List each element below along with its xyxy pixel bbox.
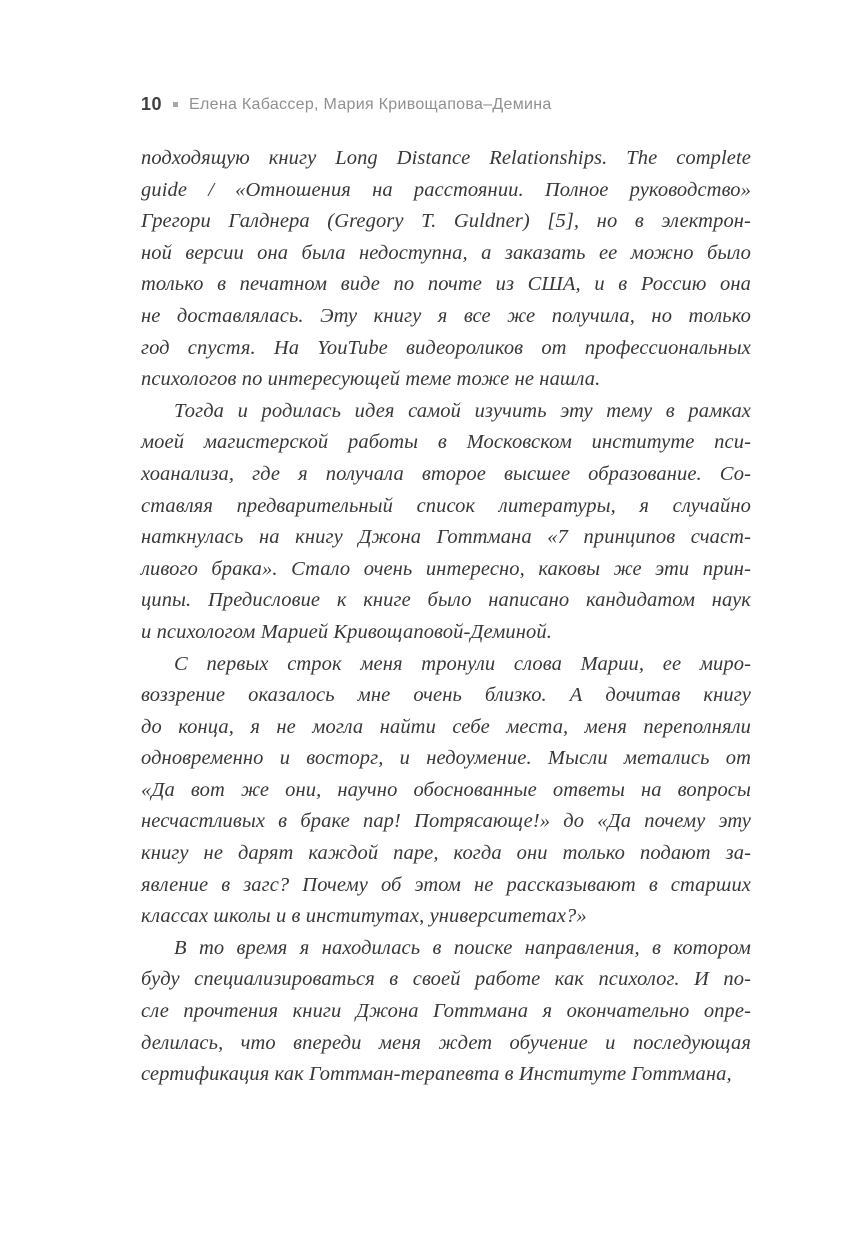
text-line: «Да вот же они, научно обоснованные ответы на вопросы bbox=[141, 778, 751, 801]
text-line: наткнулась на книгу Джона Готтмана «7 принципов счаст- bbox=[141, 526, 751, 549]
header-bullet-icon bbox=[173, 102, 178, 107]
page-header bbox=[141, 94, 552, 115]
text-line: ной версии она была недоступна, а заказать ее можно было bbox=[141, 241, 751, 264]
page-number: 10 bbox=[141, 94, 163, 114]
text-line: одновременно и восторг, и недоумение. Мысли метались от bbox=[141, 747, 751, 770]
text-line: только в печатном виде по почте из США, и в Россию она bbox=[141, 273, 751, 296]
text-line: ципы. Предисловие к книге было написано кандидатом наук bbox=[141, 589, 751, 612]
paragraph bbox=[141, 143, 751, 396]
text-line: до конца, я не могла найти себе места, меня переполняли bbox=[141, 715, 751, 738]
text-line: хоанализа, где я получала второе высшее образование. Со- bbox=[141, 462, 751, 485]
text-line: несчастливых в браке пар! Потрясающе!» до «Да почему эту bbox=[141, 810, 751, 833]
text-line: сле прочтения книги Джона Готтмана я окончательно опре- bbox=[141, 1000, 751, 1023]
text-line: буду специализироваться в своей работе как психолог. И по- bbox=[141, 968, 751, 991]
paragraph bbox=[141, 396, 751, 649]
text-line: не доставлялась. Эту книгу я все же получила, но только bbox=[141, 304, 751, 327]
text-line: и психологом Марией Кривощаповой-Деминой. bbox=[141, 620, 552, 643]
text-line: книгу не дарят каждой паре, когда они только подают за- bbox=[141, 842, 751, 865]
text-line: В то время я находилась в поиске направления, в котором bbox=[174, 936, 751, 959]
text-line: сертификация как Готтман-терапевта в Институте Готтмана, bbox=[141, 1063, 732, 1086]
text-line: делилась, что впереди меня ждет обучение и последующая bbox=[141, 1031, 751, 1054]
page-body bbox=[141, 143, 751, 1091]
paragraph bbox=[141, 649, 751, 933]
text-line: год спустя. На YouTube видеороликов от профессиональных bbox=[141, 336, 751, 359]
text-line: моей магистерской работы в Московском институте пси- bbox=[141, 431, 751, 454]
text-line: С первых строк меня тронули слова Марии, ее миро- bbox=[174, 652, 751, 675]
text-line: ставляя предварительный список литературы, я случайно bbox=[141, 494, 751, 517]
text-line: ливого брака». Стало очень интересно, каковы же эти прин- bbox=[141, 557, 751, 580]
text-line: классах школы и в институтах, университетах?» bbox=[141, 905, 587, 928]
text-line: guide / «Отношения на расстоянии. Полное руководство» bbox=[141, 178, 751, 201]
paragraph bbox=[141, 933, 751, 1091]
text-line: воззрение оказалось мне очень близко. А дочитав книгу bbox=[141, 684, 751, 707]
text-line: явление в загс? Почему об этом не рассказывают в старших bbox=[141, 873, 751, 896]
text-line: психологов по интересующей теме тоже не нашла. bbox=[141, 368, 601, 391]
text-line: Тогда и родилась идея самой изучить эту тему в рамках bbox=[174, 399, 751, 422]
text-line: Грегори Галднера (Gregory T. Guldner) [5], но в электрон- bbox=[141, 210, 751, 233]
running-header-authors: Елена Кабассер, Мария Кривощапова–Демина bbox=[189, 95, 552, 113]
text-line: подходящую книгу Long Distance Relationships. The complete bbox=[141, 147, 751, 169]
